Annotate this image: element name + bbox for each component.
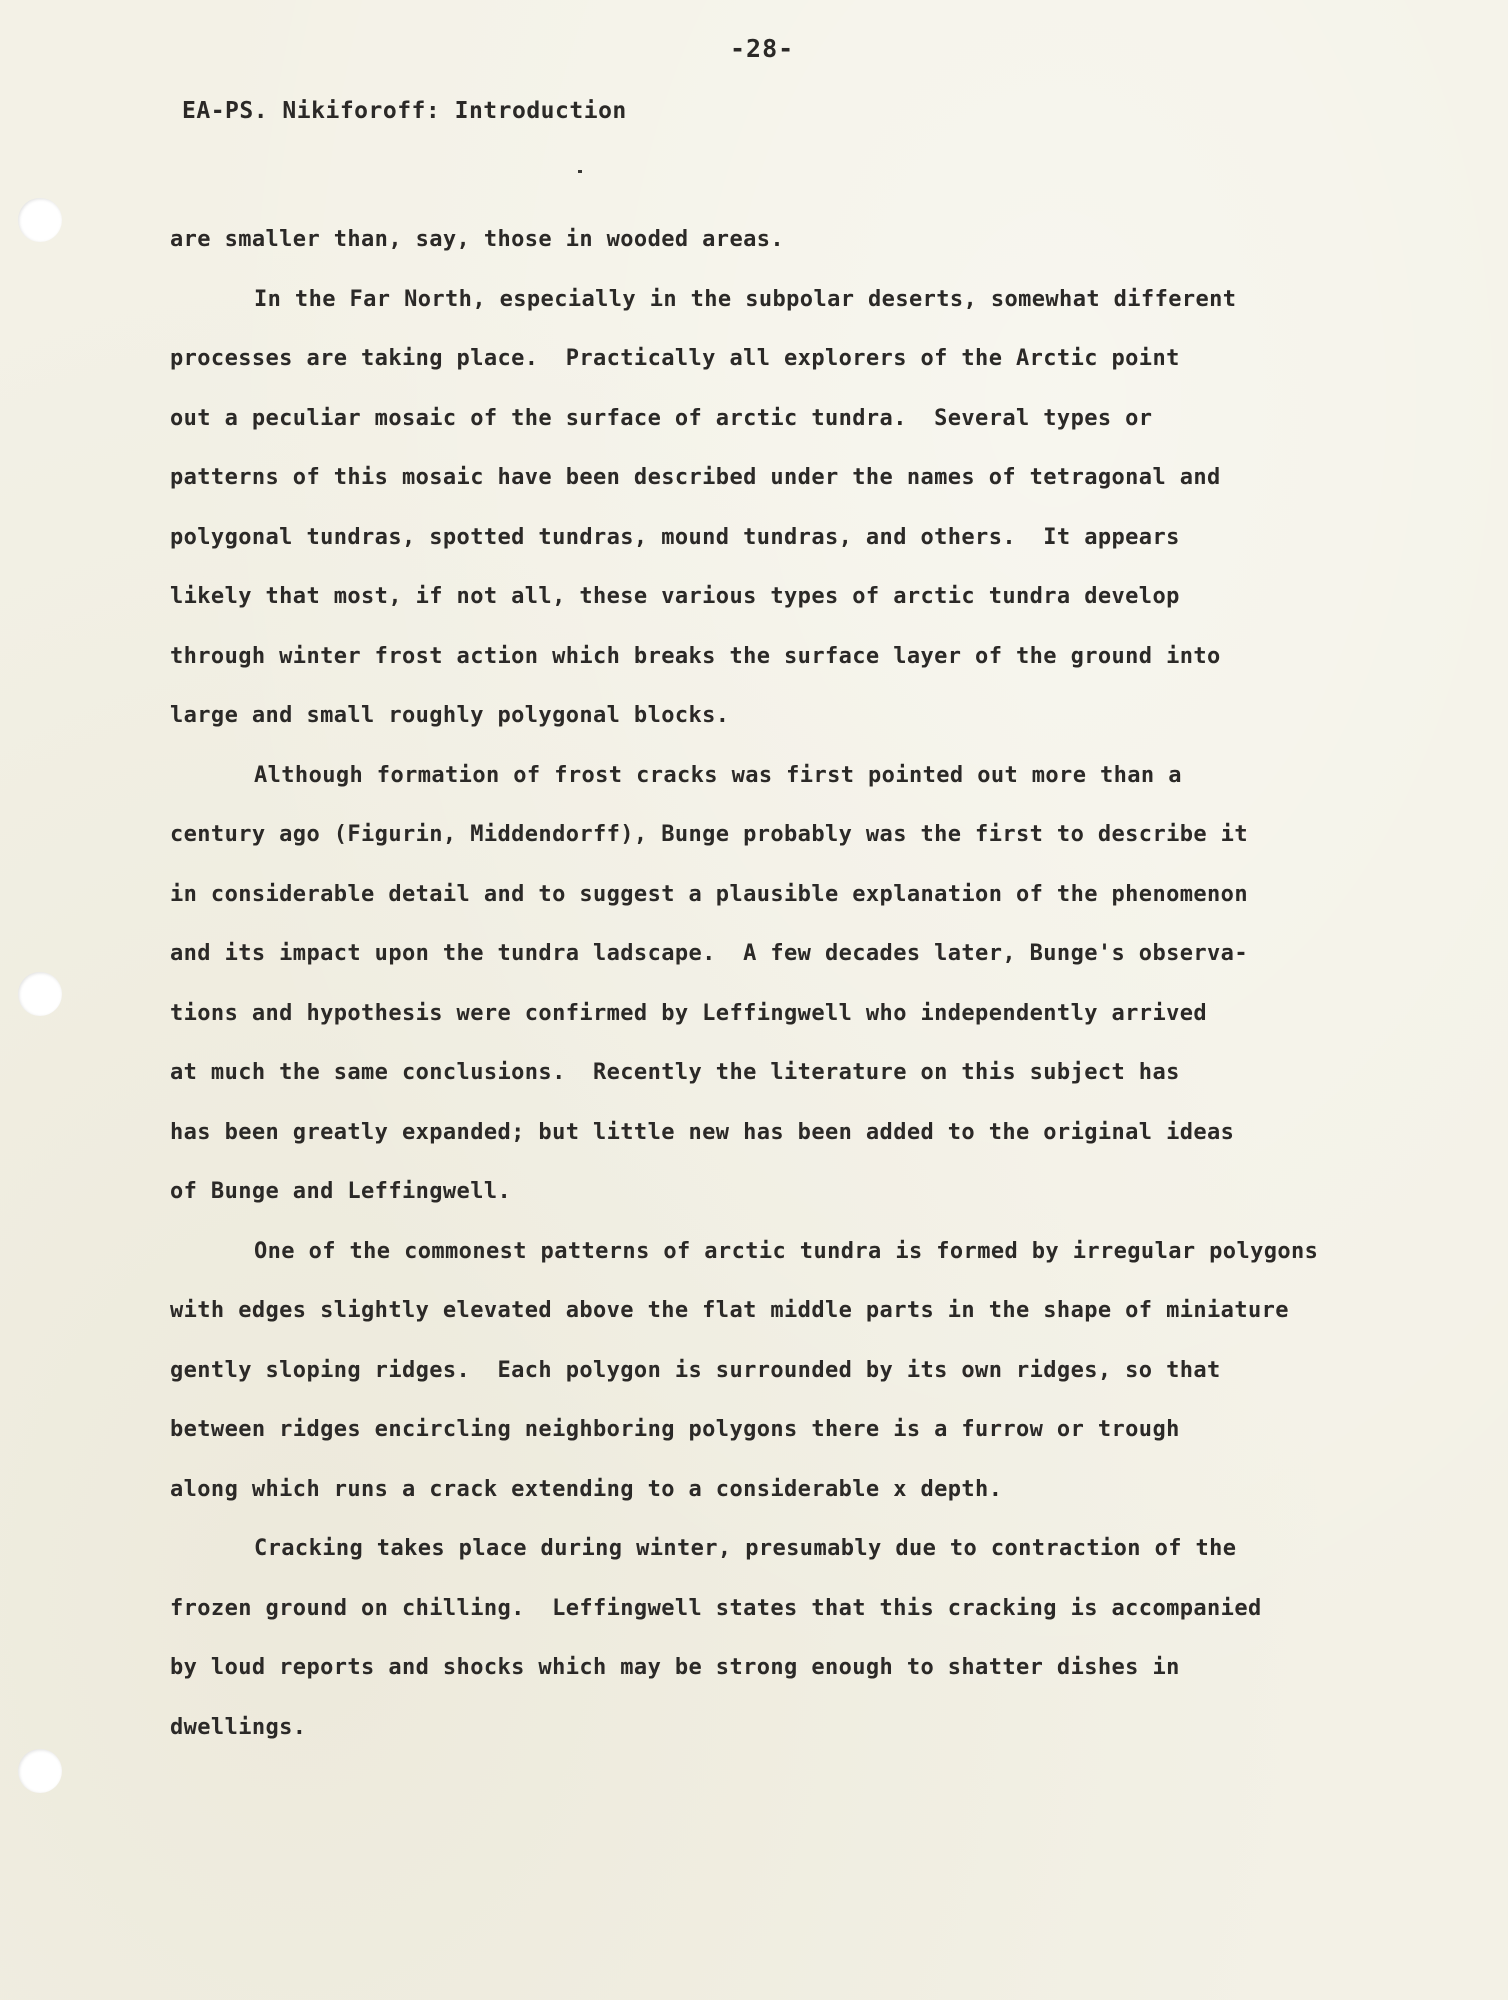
punch-hole [18, 198, 62, 242]
text-line: out a peculiar mosaic of the surface of arctic tundra. Several types or [170, 405, 1153, 431]
text-line: tions and hypothesis were confirmed by Leffingwell who independently arrived [170, 1000, 1208, 1026]
punch-hole [18, 972, 62, 1016]
text-line: Cracking takes place during winter, presumably due to contraction of the [254, 1536, 1237, 1561]
text-line: large and small roughly polygonal blocks. [170, 703, 730, 728]
stray-mark [578, 170, 582, 173]
text-line: likely that most, if not all, these various types of arctic tundra develop [170, 584, 1180, 609]
text-line: along which runs a crack extending to a considerable x depth. [170, 1476, 1003, 1502]
text-line: One of the commonest patterns of arctic tundra is formed by irregular polygons [254, 1238, 1319, 1264]
text-line: dwellings. [170, 1714, 307, 1740]
text-line: of Bunge and Leffingwell. [170, 1179, 512, 1204]
text-line: Although formation of frost cracks was first pointed out more than a [254, 762, 1182, 788]
page-number: -28- [730, 34, 795, 63]
text-line: processes are taking place. Practically all explorers of the Arctic point [170, 346, 1180, 371]
text-line: and its impact upon the tundra ladscape. A few decades later, Bunge's observa- [170, 941, 1248, 966]
running-head: EA-PS. Nikiforoff: Introduction [182, 98, 627, 124]
text-line: has been greatly expanded; but little new has been added to the original ideas [170, 1119, 1235, 1145]
punch-hole [18, 1749, 62, 1793]
text-line: frozen ground on chilling. Leffingwell states that this cracking is accompanied [170, 1595, 1262, 1621]
text-line: between ridges encircling neighboring polygons there is a furrow or trough [170, 1417, 1180, 1442]
text-line: by loud reports and shocks which may be strong enough to shatter dishes in [170, 1655, 1180, 1680]
text-line: In the Far North, especially in the subpolar deserts, somewhat different [254, 286, 1237, 312]
text-line: are smaller than, say, those in wooded areas. [170, 227, 785, 252]
text-line: polygonal tundras, spotted tundras, mound tundras, and others. It appears [170, 524, 1180, 550]
text-line: gently sloping ridges. Each polygon is surrounded by its own ridges, so that [170, 1357, 1221, 1383]
text-line: patterns of this mosaic have been described under the names of tetragonal and [170, 465, 1221, 490]
text-line: century ago (Figurin, Middendorff), Bunge probably was the first to describe it [170, 822, 1248, 847]
text-line: through winter frost action which breaks the surface layer of the ground into [170, 643, 1221, 669]
text-line: in considerable detail and to suggest a plausible explanation of the phenomenon [170, 881, 1248, 907]
text-line: with edges slightly elevated above the flat middle parts in the shape of miniature [170, 1298, 1289, 1323]
body-text [170, 210, 1450, 1757]
text-line: at much the same conclusions. Recently the literature on this subject has [170, 1060, 1180, 1085]
